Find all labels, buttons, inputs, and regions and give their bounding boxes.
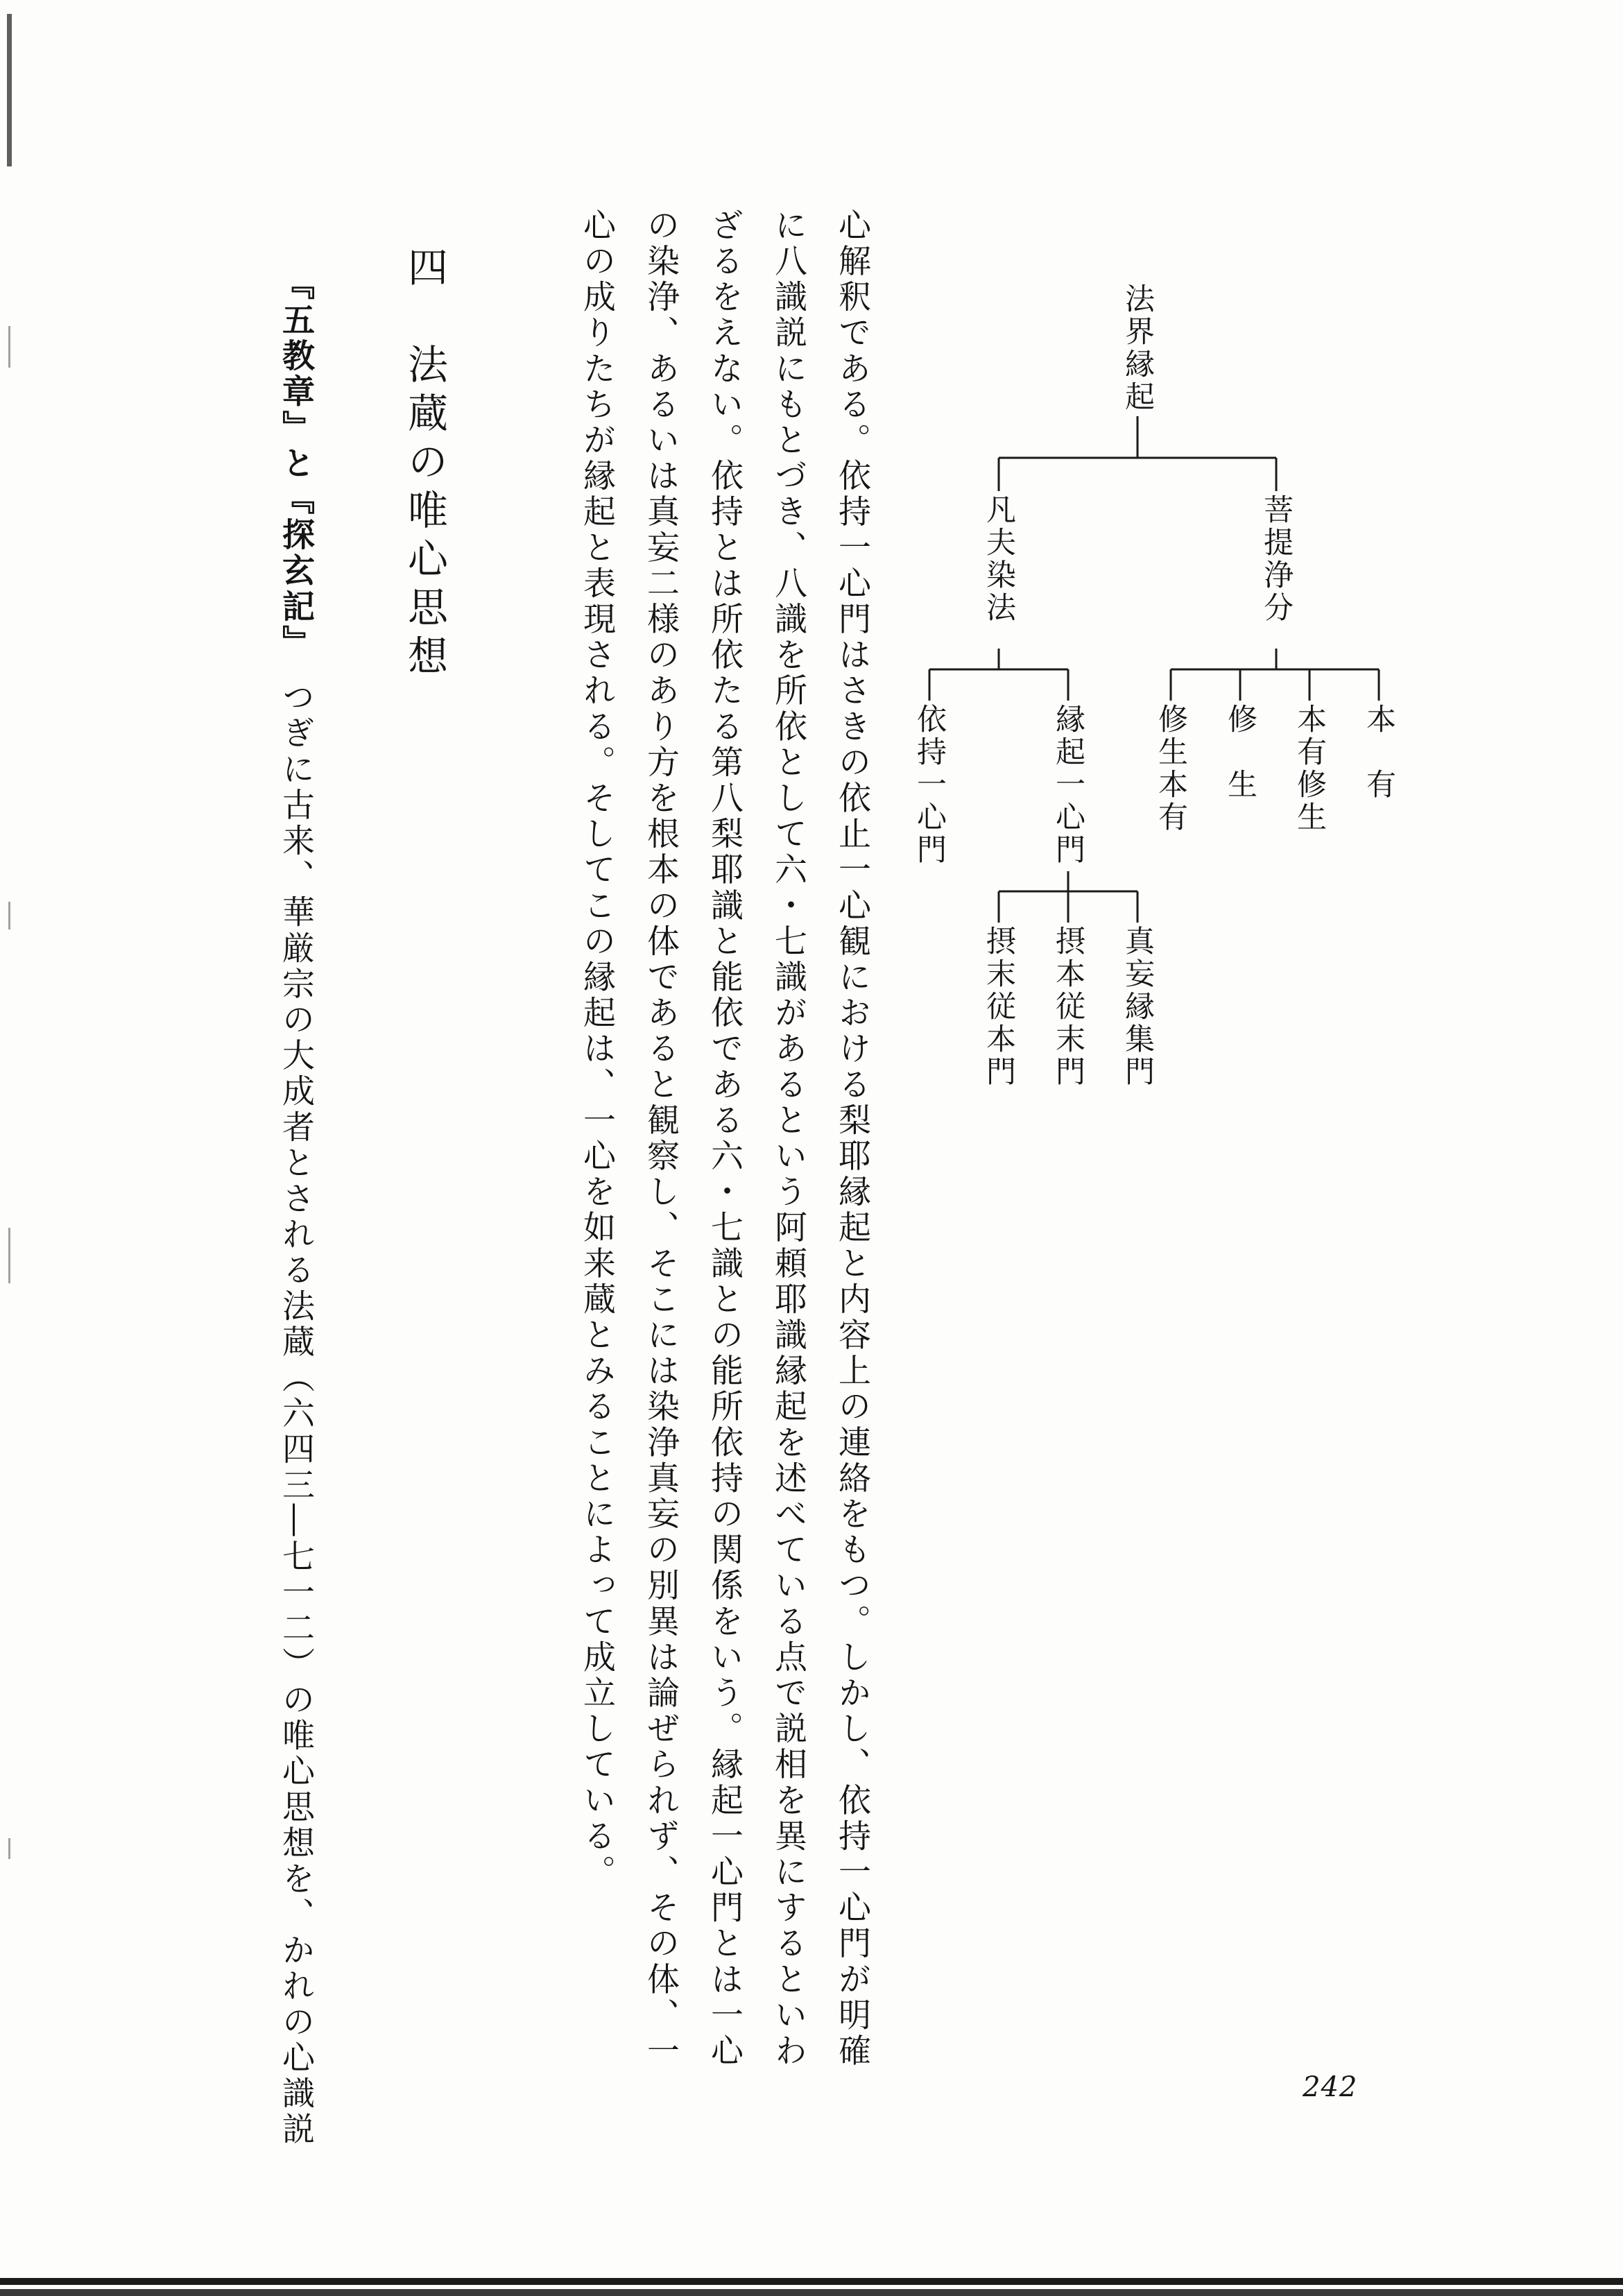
diagram-node-bodhi-child: 本 有 xyxy=(1362,703,1396,801)
body-text-line: に八識説にもとづき、八識を所依として六・七識があるという阿頼耶識縁起を述べている点で説相を異にするといわ xyxy=(769,208,807,2070)
subsection-title: 『五教章』と『探玄記』 xyxy=(277,267,315,645)
diagram-node-bodhi-child: 修 生 xyxy=(1223,703,1257,801)
scan-edge-artifact xyxy=(0,2278,1623,2285)
diagram-node-bodhi-child: 修生本有 xyxy=(1153,703,1188,834)
diagram-node-engi-child: 真妄縁集門 xyxy=(1120,925,1155,1088)
diagram-node-engi-child: 摂本従末門 xyxy=(1051,925,1085,1088)
diagram-node-engi: 縁起一心門 xyxy=(1051,703,1085,866)
body-text-line: ざるをえない。依持とは所依たる第八梨耶識と能依である六・七識との能所依持の関係をいう。縁起一心門とは一心 xyxy=(705,208,744,2070)
page-number: 242 xyxy=(1303,2071,1358,2103)
body-text-line: 心解釈である。依持一心門はさきの依止一心観における梨耶縁起と内容上の連絡をもつ。しかし、依持一心門が明確 xyxy=(833,208,871,2070)
diagram-node-engi-child: 摂末従本門 xyxy=(981,925,1016,1088)
diagram-node-bodhi-child: 本有修生 xyxy=(1292,703,1327,834)
diagram-node-root: 法界縁起 xyxy=(1120,283,1155,413)
body-text-line: 心の成りたちが縁起と表現される。そしてこの縁起は、一心を如来蔵とみることによって成立している。 xyxy=(578,208,616,1891)
subsection-gap xyxy=(277,644,315,680)
diagram-node-bodhi: 菩提浄分 xyxy=(1259,494,1294,624)
body-text-line: つぎに古来、華厳宗の大成者とされる法蔵（六四三―七一二）の唯心思想を、かれの心識説 xyxy=(277,680,315,2148)
scan-edge-artifact xyxy=(0,2289,1623,2296)
diagram-node-eji: 依持一心門 xyxy=(912,703,947,866)
body-text-line: の染浄、あるいは真妄二様のあり方を根本の体であると観察し、そこには染浄真妄の別異は論ぜられず、その体、一 xyxy=(642,208,680,2070)
diagram-node-ordinary: 凡夫染法 xyxy=(981,494,1016,624)
section-heading: 四 法蔵の唯心思想 xyxy=(401,246,448,683)
body-text-line-with-subhead xyxy=(277,267,315,2148)
